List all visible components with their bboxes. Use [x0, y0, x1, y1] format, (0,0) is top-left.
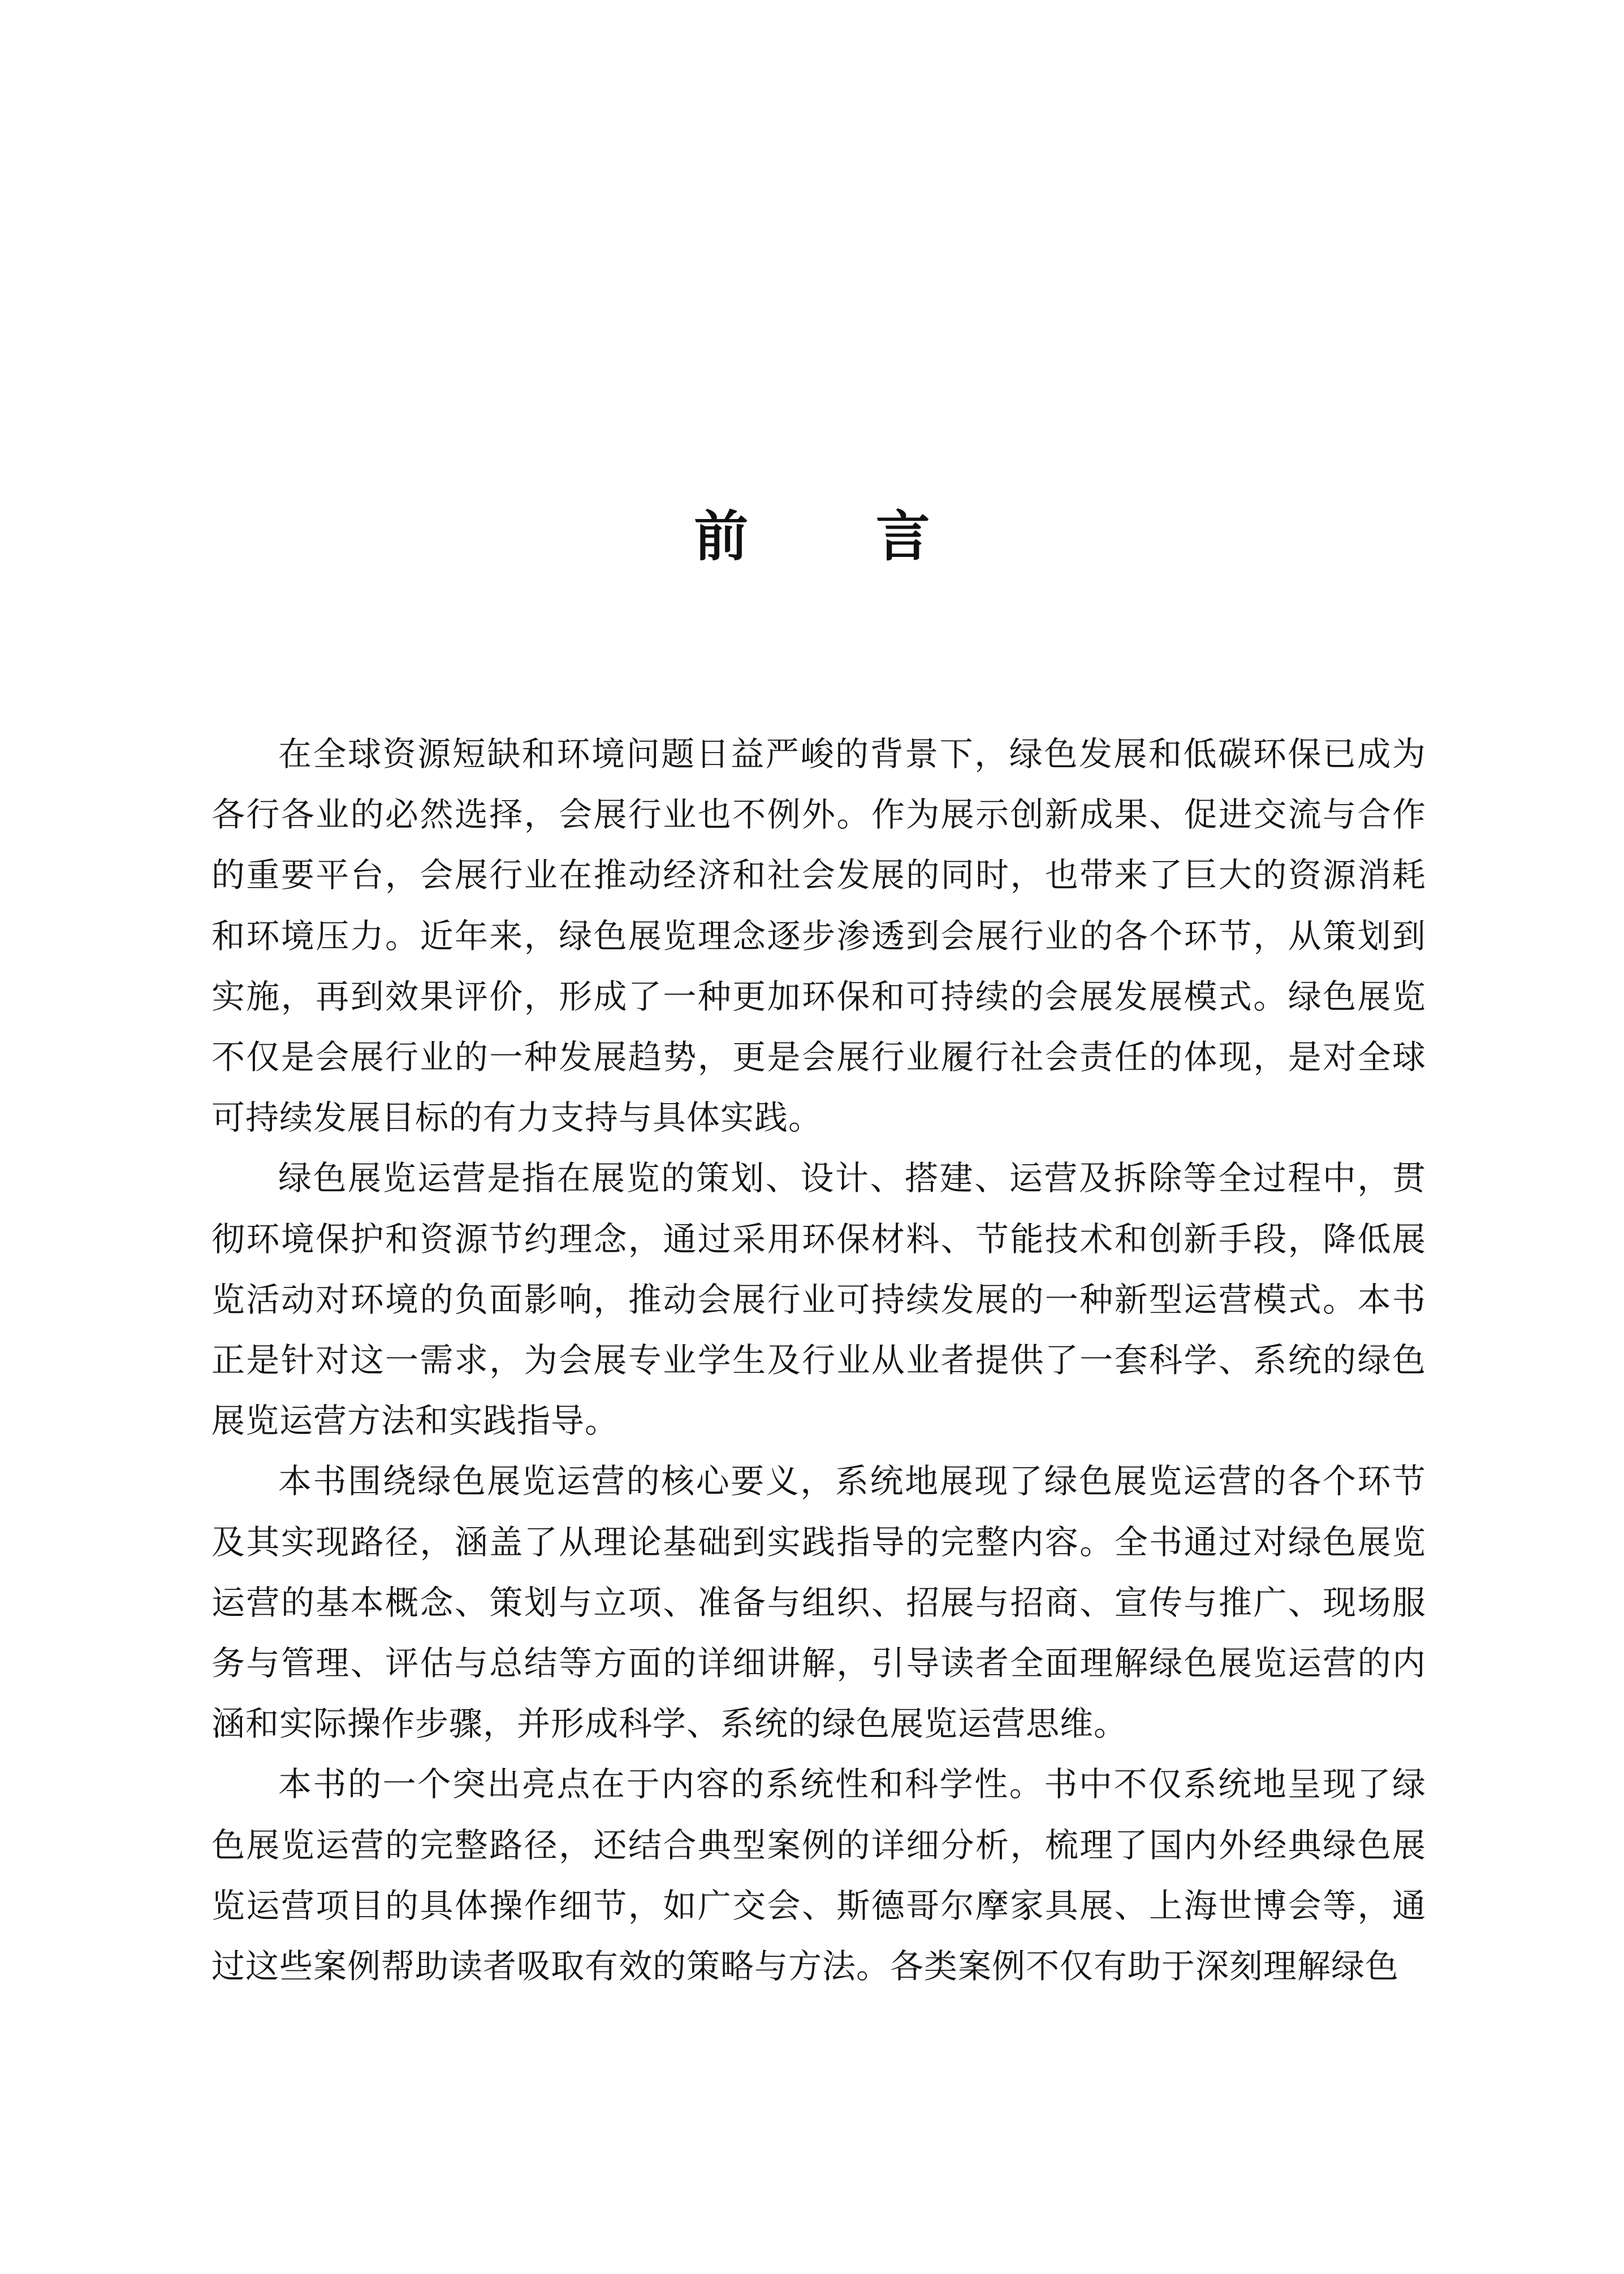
page-title: 前 言 [694, 505, 984, 569]
preface-body [211, 724, 1426, 1996]
paragraph-3: 本书围绕绿色展览运营的核心要义，系统地展现了绿色展览运营的各个环节及其实现路径，涵盖了从理论基础到实践指导的完整内容。全书通过对绿色展览运营的基本概念、策划与立项、准备与组织、招展与招商、宣传与推广、现场服务与管理、评估与总结等方面的详细讲解，引导读者全面理解绿色展览运营的内涵和实际操作步骤，并形成科学、系统的绿色展览运营思维。 [211, 1462, 1426, 1744]
paragraph-4: 本书的一个突出亮点在于内容的系统性和科学性。书中不仅系统地呈现了绿色展览运营的完整路径，还结合典型案例的详细分析，梳理了国内外经典绿色展览运营项目的具体操作细节，如广交会、斯德哥尔摩家具展、上海世博会等，通过这些案例帮助读者吸取有效的策略与方法。各类案例不仅有助于深刻理解绿色 [211, 1765, 1426, 1986]
paragraph-2: 绿色展览运营是指在展览的策划、设计、搭建、运营及拆除等全过程中，贯彻环境保护和资源节约理念，通过采用环保材料、节能技术和创新手段，降低展览活动对环境的负面影响，推动会展行业可持续发展的一种新型运营模式。本书正是针对这一需求，为会展专业学生及行业从业者提供了一套科学、系统的绿色展览运营方法和实践指导。 [211, 1158, 1426, 1441]
paragraph-1: 在全球资源短缺和环境问题日益严峻的背景下，绿色发展和低碳环保已成为各行各业的必然选择，会展行业也不例外。作为展示创新成果、促进交流与合作的重要平台，会展行业在推动经济和社会发展的同时，也带来了巨大的资源消耗和环境压力。近年来，绿色展览理念逐步渗透到会展行业的各个环节，从策划到实施，再到效果评价，形成了一种更加环保和可持续的会展发展模式。绿色展览不仅是会展行业的一种发展趋势，更是会展行业履行社会责任的体现，是对全球可持续发展目标的有力支持与具体实践。 [211, 734, 1426, 1138]
